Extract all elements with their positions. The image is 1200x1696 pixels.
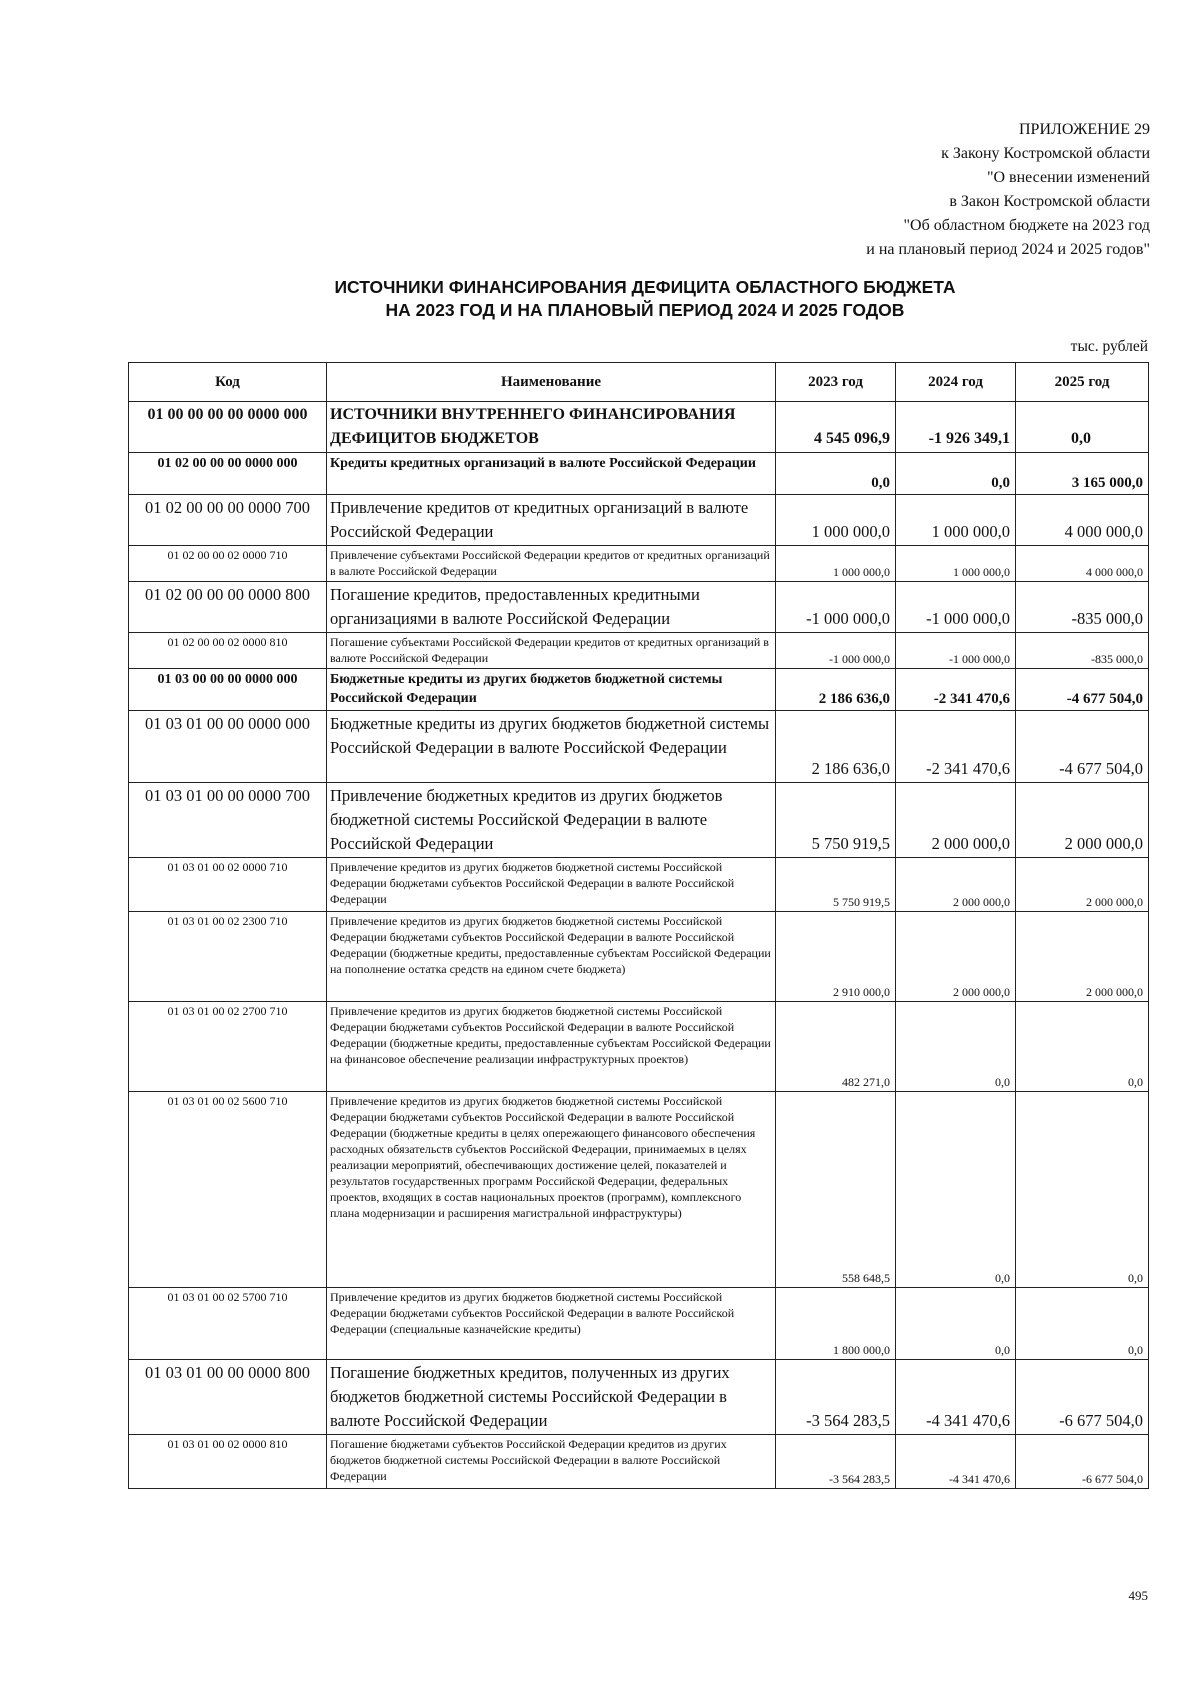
- row-value-2023: 2 186 636,0: [776, 669, 896, 711]
- title-line-2: НА 2023 ГОД И НА ПЛАНОВЫЙ ПЕРИОД 2024 И 2025 ГОДОВ: [385, 300, 905, 320]
- row-value-2025: -6 677 504,0: [1016, 1435, 1149, 1489]
- table-row: [129, 858, 1149, 912]
- row-name: Кредиты кредитных организаций в валюте Российской Федерации: [327, 453, 776, 495]
- row-value-2025: 2 000 000,0: [1016, 912, 1149, 1002]
- row-value-2023: 558 648,5: [776, 1092, 896, 1288]
- row-value-2025: -4 677 504,0: [1016, 711, 1149, 783]
- row-value-2023: 2 910 000,0: [776, 912, 896, 1002]
- page-number: 495: [1128, 1588, 1148, 1603]
- table-row: [129, 453, 1149, 495]
- row-value-2025: 2 000 000,0: [1016, 783, 1149, 858]
- row-value-2023: 482 271,0: [776, 1002, 896, 1092]
- row-value-2023: -1 000 000,0: [776, 582, 896, 633]
- row-value-2024: -4 341 470,6: [896, 1435, 1016, 1489]
- header-line: ПРИЛОЖЕНИЕ 29: [1018, 121, 1150, 138]
- row-value-2024: 2 000 000,0: [896, 783, 1016, 858]
- row-value-2024: 1 000 000,0: [896, 495, 1016, 546]
- row-value-2023: 0,0: [776, 453, 896, 495]
- row-name: Привлечение кредитов из других бюджетов бюджетной системы Российской Федерации бюджетами субъектов Российской Федерации в валюте Российской Федерации (бюджетные кредиты, предоставленные субъектам Российской Федерации на финансовое обеспечение реализации инфраструктурных проектов): [327, 1002, 776, 1092]
- row-name: Привлечение кредитов из других бюджетов бюджетной системы Российской Федерации бюджетами субъектов Российской Федерации в валюте Российской Федерации: [327, 858, 776, 912]
- row-name: Бюджетные кредиты из других бюджетов бюджетной системы Российской Федерации: [327, 669, 776, 711]
- row-code: 01 03 01 00 02 5700 710: [129, 1288, 327, 1360]
- row-value-2025: 2 000 000,0: [1016, 858, 1149, 912]
- row-value-2024: -2 341 470,6: [896, 711, 1016, 783]
- row-code: 01 03 01 00 02 0000 810: [129, 1435, 327, 1489]
- row-name: Бюджетные кредиты из других бюджетов бюджетной системы Российской Федерации в валюте Российской Федерации: [327, 711, 776, 783]
- header-line: и на плановый период 2024 и 2025 годов": [866, 241, 1150, 258]
- row-value-2023: 1 800 000,0: [776, 1288, 896, 1360]
- row-value-2023: 1 000 000,0: [776, 546, 896, 582]
- row-value-2025: -835 000,0: [1016, 633, 1149, 669]
- row-name: Привлечение субъектами Российской Федерации кредитов от кредитных организаций в валюте Российской Федерации: [327, 546, 776, 582]
- row-name: Привлечение кредитов из других бюджетов бюджетной системы Российской Федерации бюджетами субъектов Российской Федерации в валюте Российской Федерации (специальные казначейские кредиты): [327, 1288, 776, 1360]
- table-row: [129, 669, 1149, 711]
- row-name: ИСТОЧНИКИ ВНУТРЕННЕГО ФИНАНСИРОВАНИЯ ДЕФИЦИТОВ БЮДЖЕТОВ: [327, 402, 776, 453]
- header-line: "Об областном бюджете на 2023 год: [903, 217, 1150, 234]
- row-value-2024: -2 341 470,6: [896, 669, 1016, 711]
- row-value-2025: -4 677 504,0: [1016, 669, 1149, 711]
- row-value-2025: -835 000,0: [1016, 582, 1149, 633]
- column-header-2025: 2025 год: [1016, 363, 1149, 402]
- row-value-2025: 4 000 000,0: [1016, 495, 1149, 546]
- row-name: Привлечение кредитов из других бюджетов бюджетной системы Российской Федерации бюджетами субъектов Российской Федерации в валюте Российской Федерации (бюджетные кредиты в целях опережающего финансового обеспечения расходных обязательств субъектов Российской Федерации, принимаемых в целях реализации мероприятий, обеспечивающих достижение целей, показателей и результатов государственных программ Российской Федерации, федеральных проектов, входящих в состав национальных проектов (программ), комплексного плана модернизации и расширения магистральной инфраструктуры): [327, 1092, 776, 1288]
- row-value-2023: 5 750 919,5: [776, 858, 896, 912]
- column-header-2024: 2024 год: [896, 363, 1016, 402]
- header-line: к Закону Костромской области: [941, 145, 1150, 162]
- row-value-2025: 0,0: [1016, 1092, 1149, 1288]
- row-code: 01 02 00 00 02 0000 810: [129, 633, 327, 669]
- row-value-2023: -1 000 000,0: [776, 633, 896, 669]
- row-code: 01 03 01 00 02 5600 710: [129, 1092, 327, 1288]
- row-value-2025: 0,0: [1016, 1288, 1149, 1360]
- table-row: [129, 633, 1149, 669]
- appendix-header: [730, 118, 1150, 262]
- row-value-2025: 0,0: [1016, 402, 1149, 453]
- financing-sources-table: [128, 362, 1149, 1489]
- row-value-2024: 2 000 000,0: [896, 858, 1016, 912]
- row-code: 01 03 01 00 00 0000 000: [129, 711, 327, 783]
- row-code: 01 00 00 00 00 0000 000: [129, 402, 327, 453]
- row-name: Привлечение кредитов от кредитных организаций в валюте Российской Федерации: [327, 495, 776, 546]
- row-value-2025: 0,0: [1016, 1002, 1149, 1092]
- row-name: Погашение субъектами Российской Федерации кредитов от кредитных организаций в валюте Российской Федерации: [327, 633, 776, 669]
- row-name: Привлечение кредитов из других бюджетов бюджетной системы Российской Федерации бюджетами субъектов Российской Федерации в валюте Российской Федерации (бюджетные кредиты, предоставленные субъектам Российской Федерации на пополнение остатка средств на едином счете бюджета): [327, 912, 776, 1002]
- row-value-2024: -1 926 349,1: [896, 402, 1016, 453]
- row-code: 01 03 00 00 00 0000 000: [129, 669, 327, 711]
- row-value-2024: -1 000 000,0: [896, 633, 1016, 669]
- row-name: Погашение бюджетами субъектов Российской Федерации кредитов из других бюджетов бюджетной системы Российской Федерации в валюте Российской Федерации: [327, 1435, 776, 1489]
- row-value-2023: 5 750 919,5: [776, 783, 896, 858]
- column-header-code: Код: [129, 363, 327, 402]
- row-value-2023: -3 564 283,5: [776, 1435, 896, 1489]
- row-code: 01 03 01 00 02 2700 710: [129, 1002, 327, 1092]
- table-row: [129, 546, 1149, 582]
- table-row: [129, 912, 1149, 1002]
- row-code: 01 03 01 00 02 0000 710: [129, 858, 327, 912]
- row-value-2025: 4 000 000,0: [1016, 546, 1149, 582]
- table-row: [129, 402, 1149, 453]
- row-code: 01 02 00 00 00 0000 800: [129, 582, 327, 633]
- row-code: 01 02 00 00 00 0000 000: [129, 453, 327, 495]
- row-code: 01 03 01 00 02 2300 710: [129, 912, 327, 1002]
- table-row: [129, 1360, 1149, 1435]
- column-header-name: Наименование: [327, 363, 776, 402]
- row-name: Погашение бюджетных кредитов, полученных из других бюджетов бюджетной системы Российской Федерации в валюте Российской Федерации: [327, 1360, 776, 1435]
- row-name: Погашение кредитов, предоставленных кредитными организациями в валюте Российской Федерации: [327, 582, 776, 633]
- row-value-2023: 4 545 096,9: [776, 402, 896, 453]
- row-code: 01 03 01 00 00 0000 800: [129, 1360, 327, 1435]
- column-header-2023: 2023 год: [776, 363, 896, 402]
- title-line-1: ИСТОЧНИКИ ФИНАНСИРОВАНИЯ ДЕФИЦИТА ОБЛАСТНОГО БЮДЖЕТА: [334, 277, 956, 297]
- table-row: [129, 1288, 1149, 1360]
- row-value-2025: -6 677 504,0: [1016, 1360, 1149, 1435]
- row-value-2024: 0,0: [896, 1002, 1016, 1092]
- row-value-2023: -3 564 283,5: [776, 1360, 896, 1435]
- units-label: тыс. рублей: [1070, 338, 1148, 355]
- table-row: [129, 783, 1149, 858]
- row-value-2024: -4 341 470,6: [896, 1360, 1016, 1435]
- table-row: [129, 1002, 1149, 1092]
- table-row: [129, 711, 1149, 783]
- header-line: в Закон Костромской области: [949, 193, 1150, 210]
- row-value-2024: -1 000 000,0: [896, 582, 1016, 633]
- row-value-2024: 2 000 000,0: [896, 912, 1016, 1002]
- row-value-2025: 3 165 000,0: [1016, 453, 1149, 495]
- row-value-2024: 0,0: [896, 1092, 1016, 1288]
- row-value-2023: 2 186 636,0: [776, 711, 896, 783]
- table-row: [129, 582, 1149, 633]
- row-value-2024: 0,0: [896, 1288, 1016, 1360]
- row-code: 01 02 00 00 00 0000 700: [129, 495, 327, 546]
- row-value-2024: 0,0: [896, 453, 1016, 495]
- header-line: "О внесении изменений: [986, 169, 1150, 186]
- document-title: [130, 276, 1160, 322]
- table-row: [129, 495, 1149, 546]
- table-header-row: [129, 363, 1149, 402]
- row-value-2023: 1 000 000,0: [776, 495, 896, 546]
- row-name: Привлечение бюджетных кредитов из других бюджетов бюджетной системы Российской Федерации в валюте Российской Федерации: [327, 783, 776, 858]
- row-value-2024: 1 000 000,0: [896, 546, 1016, 582]
- table-row: [129, 1092, 1149, 1288]
- table-row: [129, 1435, 1149, 1489]
- row-code: 01 02 00 00 02 0000 710: [129, 546, 327, 582]
- row-code: 01 03 01 00 00 0000 700: [129, 783, 327, 858]
